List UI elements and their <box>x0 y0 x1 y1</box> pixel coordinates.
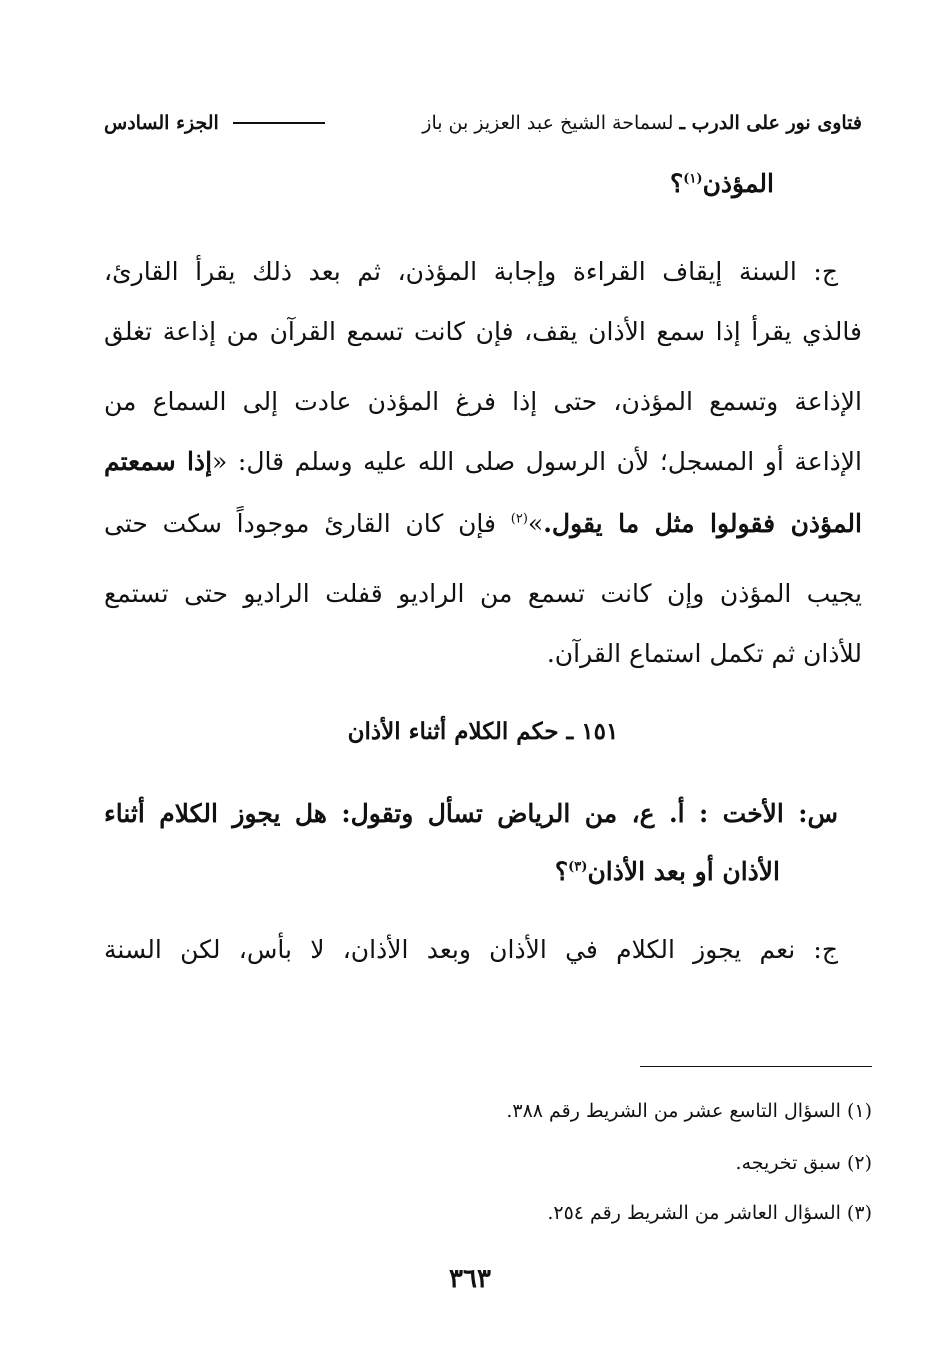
footnote-marker-2: (٢) <box>510 511 528 527</box>
answer1-line-4 <box>104 440 862 484</box>
question-tail <box>154 162 774 206</box>
hadith-text-end: المؤذن فقولوا مثل ما يقول. <box>543 509 862 538</box>
answer1-line-4-text: الإذاعة أو المسجل؛ لأن الرسول صلى الله عليه وسلم قال: « <box>212 447 862 476</box>
question2-line-1: س: الأخت : أ. ع، من الرياض تسأل وتقول: هل يجوز الكلام أثناء <box>104 799 838 828</box>
running-header <box>104 106 862 140</box>
footnote-separator <box>640 1066 872 1067</box>
answer1-line-2: فالذي يقرأ إذا سمع الأذان يقف، فإن كانت تسمع القرآن من إذاعة تغلق <box>104 317 862 346</box>
answer1-line-3: الإذاعة وتسمع المؤذن، حتى إذا فرغ المؤذن عادت إلى السماع من <box>104 387 862 416</box>
answer1-line-1: ج: السنة إيقاف القراءة وإجابة المؤذن، ثم بعد ذلك يقرأ القارئ، <box>104 257 838 286</box>
answer1-line-7: للأذان ثم تكمل استماع القرآن. <box>546 639 862 668</box>
footnote-1: (١) السؤال التاسع عشر من الشريط رقم ٣٨٨. <box>506 1100 872 1122</box>
footnote-3: (٣) السؤال العاشر من الشريط رقم ٢٥٤. <box>547 1202 872 1224</box>
volume-label: الجزء السادس <box>104 112 219 134</box>
header-title-group <box>422 112 862 134</box>
answer1-line-5 <box>104 502 862 546</box>
section-heading: ١٥١ ـ حكم الكلام أثناء الأذان <box>347 718 619 745</box>
page-number: ٣٦٣ <box>449 1264 491 1294</box>
footnote-marker-3: (٣) <box>568 859 588 875</box>
footnote-2: (٢) سبق تخريجه. <box>735 1152 872 1174</box>
question2-line-2 <box>140 850 780 894</box>
footnote-marker-1: (١) <box>683 171 703 187</box>
author-name: لسماحة الشيخ عبد العزيز بن باز <box>422 112 674 134</box>
answer2-line-1: ج: نعم يجوز الكلام في الأذان وبعد الأذان، لا بأس، لكن السنة <box>104 935 838 964</box>
header-volume-group <box>104 112 333 134</box>
question2-line-2-text: الأذان أو بعد الأذان <box>587 857 780 886</box>
book-title: فتاوى نور على الدرب ـ <box>679 112 862 134</box>
answer1-line-6: يجيب المؤذن وإن كانت تسمع من الراديو قفلت الراديو حتى تستمع <box>104 579 862 608</box>
header-rule <box>233 122 325 124</box>
question-mark: ؟ <box>669 169 684 198</box>
quote-close: » <box>527 509 544 538</box>
hadith-text-start: إذا سمعتم <box>104 447 213 476</box>
question2-mark: ؟ <box>554 857 569 886</box>
answer1-line-5-text: فإن كان القارئ موجوداً سكت حتى <box>104 509 511 538</box>
question-tail-text: المؤذن <box>702 169 774 198</box>
